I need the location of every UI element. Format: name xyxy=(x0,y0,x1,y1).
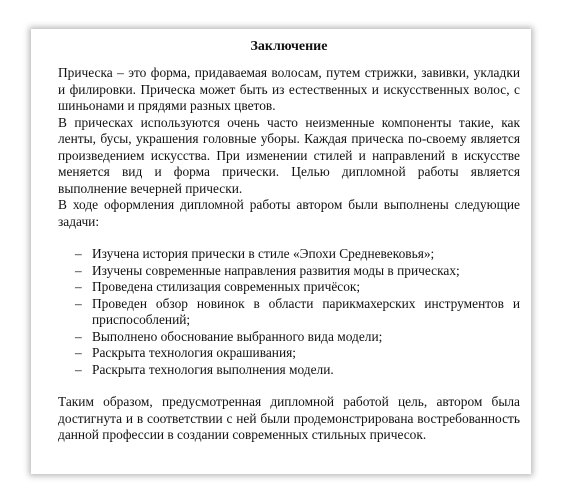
dash-bullet: – xyxy=(75,328,82,344)
dash-bullet: – xyxy=(75,361,82,377)
list-item xyxy=(58,263,520,280)
list-item xyxy=(58,296,520,329)
paragraph-tasks-intro: В ходе оформления дипломной работы автором были выполнены следующие задачи: xyxy=(58,197,520,229)
spacer xyxy=(58,378,520,394)
list-item-text: Выполнено обоснование выбранного вида модели; xyxy=(92,328,383,344)
list-item xyxy=(58,362,520,379)
dash-bullet: – xyxy=(75,279,82,294)
list-item-text: Раскрыта технология окрашивания; xyxy=(92,345,296,360)
dash-bullet: – xyxy=(75,246,82,261)
dash-bullet: – xyxy=(75,295,82,311)
spacer xyxy=(58,230,520,246)
paragraph-definition: Прическа – это форма, придаваемая волосам, путем стрижки, завивки, укладки и филировки. Прическа может быть из естественных и искусственных волос, с шиньонами и прядями разных цветов. xyxy=(58,65,520,113)
document-title: Заключение xyxy=(250,39,328,54)
list-item-text: Раскрыта технология выполнения модели. xyxy=(92,361,334,377)
list-item xyxy=(58,279,520,296)
dash-bullet: – xyxy=(75,262,82,278)
tasks-list xyxy=(58,246,520,378)
list-item-text: Проведена стилизация современных причёсок; xyxy=(92,279,361,294)
list-item-text: Проведен обзор новинок в области парикмахерских инструментов и приспособлений; xyxy=(92,295,520,327)
list-item-text: Изучены современные направления развития моды в прическах; xyxy=(92,262,460,278)
list-item-text: Изучена история прически в стиле «Эпохи Средневековья»; xyxy=(92,246,435,261)
dash-bullet: – xyxy=(75,345,82,360)
list-item xyxy=(58,345,520,362)
paragraph-components: В прическах используются очень часто неизменные компоненты такие, как ленты, бусы, украшения головные уборы. Каждая прическа по-своему является произведением искусства. При изменении стилей и направлений в искусстве меняется вид и форма прически. Целью дипломной работы является выполнение вечерней прически. xyxy=(58,114,520,196)
document-content xyxy=(58,38,520,444)
list-item xyxy=(58,329,520,346)
list-item xyxy=(58,246,520,263)
paragraph-conclusion: Таким образом, предусмотренная дипломной работой цель, автором была достигнута и в соответствии с ней были продемонстрирована востребованность данной профессии в создании современных стильных причесок. xyxy=(58,394,520,442)
